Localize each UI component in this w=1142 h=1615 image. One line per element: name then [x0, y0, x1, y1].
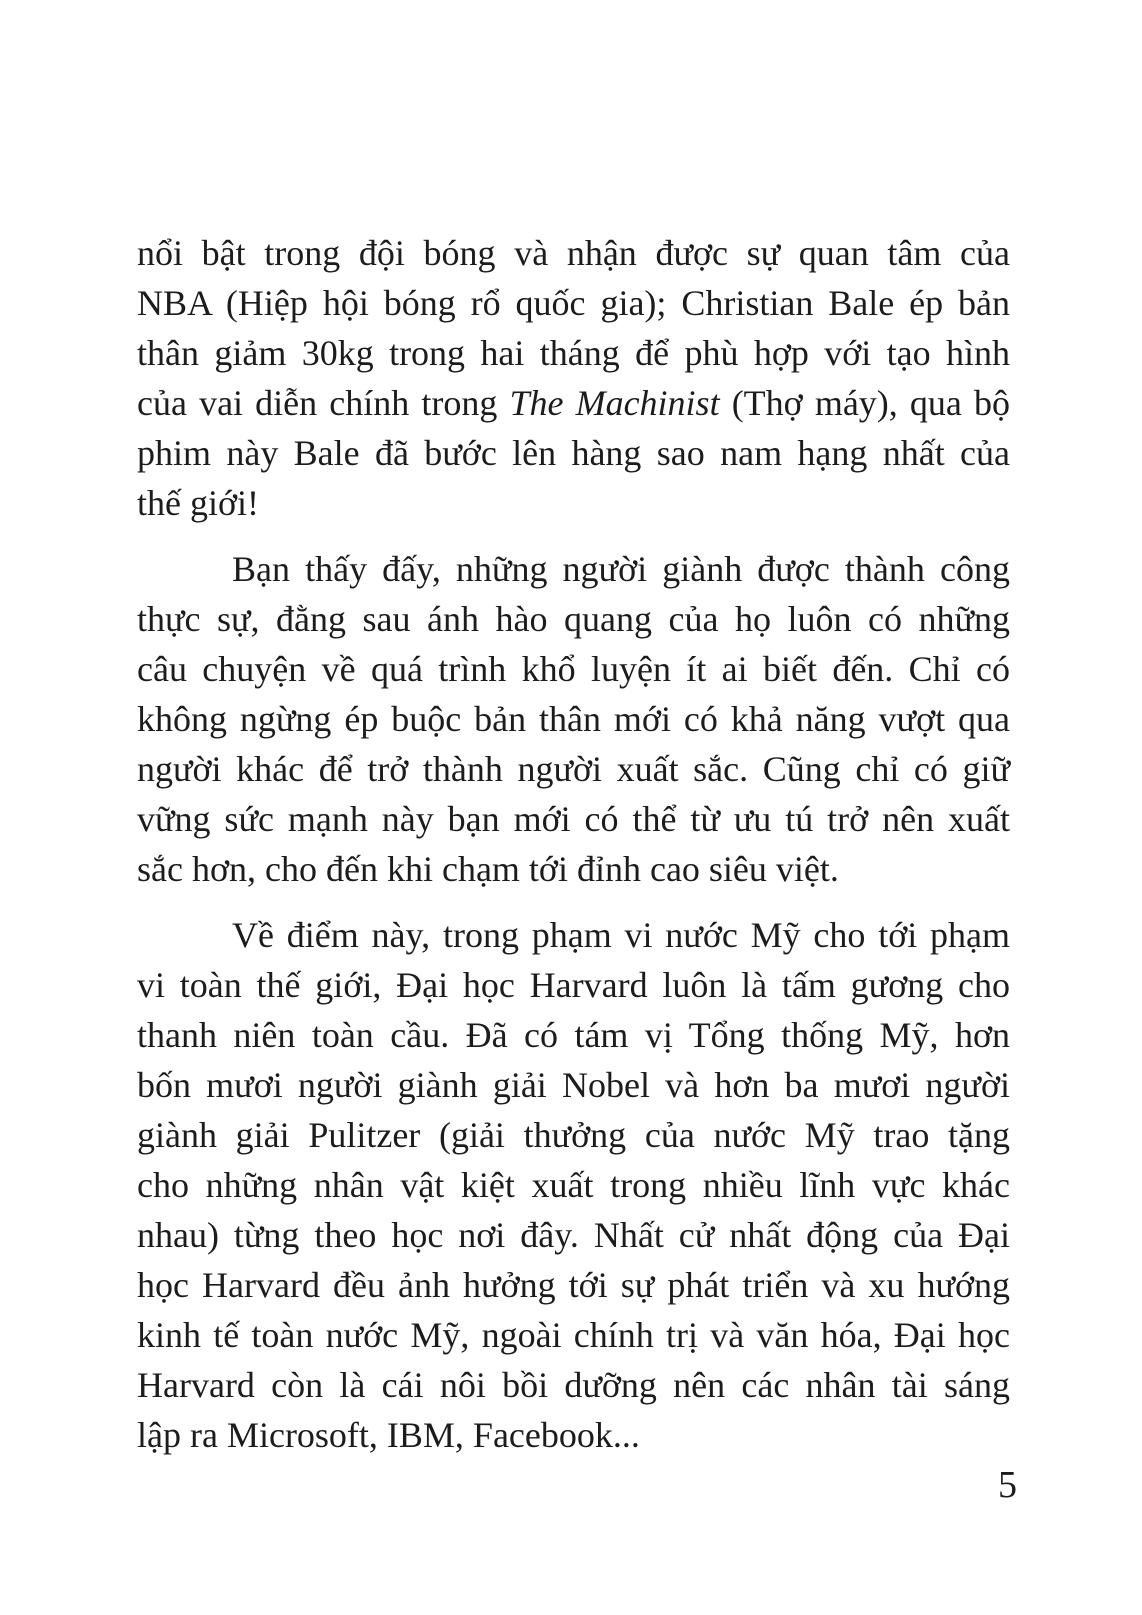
text-line: sắc hơn, cho đến khi chạm tới đỉnh cao siêu việt.	[137, 849, 839, 889]
text-line: kinh tế toàn nước Mỹ, ngoài chính trị và văn hóa, Đại học	[137, 1315, 1010, 1355]
text-segment: (Thợ máy), qua bộ	[719, 383, 1011, 423]
text-line	[137, 378, 1010, 428]
text-line: nhau) từng theo học nơi đây. Nhất cử nhất động của Đại	[137, 1215, 1010, 1255]
paragraph-3	[137, 910, 1010, 1460]
text-line: thanh niên toàn cầu. Đã có tám vị Tổng thống Mỹ, hơn	[137, 1015, 1010, 1055]
text-line: NBA (Hiệp hội bóng rổ quốc gia); Christian Bale ép bản	[137, 283, 1010, 323]
text-line: phim này Bale đã bước lên hàng sao nam hạng nhất của	[137, 433, 1010, 473]
text-line: giành giải Pulitzer (giải thưởng của nước Mỹ trao tặng	[137, 1115, 1010, 1155]
text-line: bốn mươi người giành giải Nobel và hơn ba mươi người	[137, 1065, 1010, 1105]
text-line: thực sự, đằng sau ánh hào quang của họ luôn có những	[137, 599, 1010, 639]
text-line: Về điểm này, trong phạm vi nước Mỹ cho tới phạm	[232, 915, 1010, 955]
text-line: lập ra Microsoft, IBM, Facebook...	[137, 1415, 640, 1455]
text-segment: của vai diễn chính trong	[137, 383, 510, 423]
text-line: nổi bật trong đội bóng và nhận được sự quan tâm của	[137, 233, 1010, 273]
text-line: người khác để trở thành người xuất sắc. Cũng chỉ có giữ	[137, 749, 1010, 789]
text-line: học Harvard đều ảnh hưởng tới sự phát triển và xu hướng	[137, 1265, 1010, 1305]
text-line: câu chuyện về quá trình khổ luyện ít ai biết đến. Chỉ có	[137, 649, 1010, 689]
text-line: cho những nhân vật kiệt xuất trong nhiều lĩnh vực khác	[137, 1165, 1010, 1205]
text-line: vi toàn thế giới, Đại học Harvard luôn là tấm gương cho	[137, 965, 1010, 1005]
page-number: 5	[998, 1464, 1017, 1506]
text-line: Harvard còn là cái nôi bồi dưỡng nên các nhân tài sáng	[137, 1365, 1010, 1405]
text-line: thế giới!	[137, 483, 260, 523]
book-title-italic: The Machinist	[509, 383, 720, 423]
text-block	[137, 228, 1010, 1460]
text-line: thân giảm 30kg trong hai tháng để phù hợp với tạo hình	[137, 333, 1010, 373]
paragraph-2	[137, 544, 1010, 894]
text-line: không ngừng ép buộc bản thân mới có khả năng vượt qua	[137, 699, 1010, 739]
paragraph-1	[137, 228, 1010, 528]
text-line: Bạn thấy đấy, những người giành được thành công	[232, 549, 1010, 589]
text-line: vững sức mạnh này bạn mới có thể từ ưu tú trở nên xuất	[137, 799, 1010, 839]
